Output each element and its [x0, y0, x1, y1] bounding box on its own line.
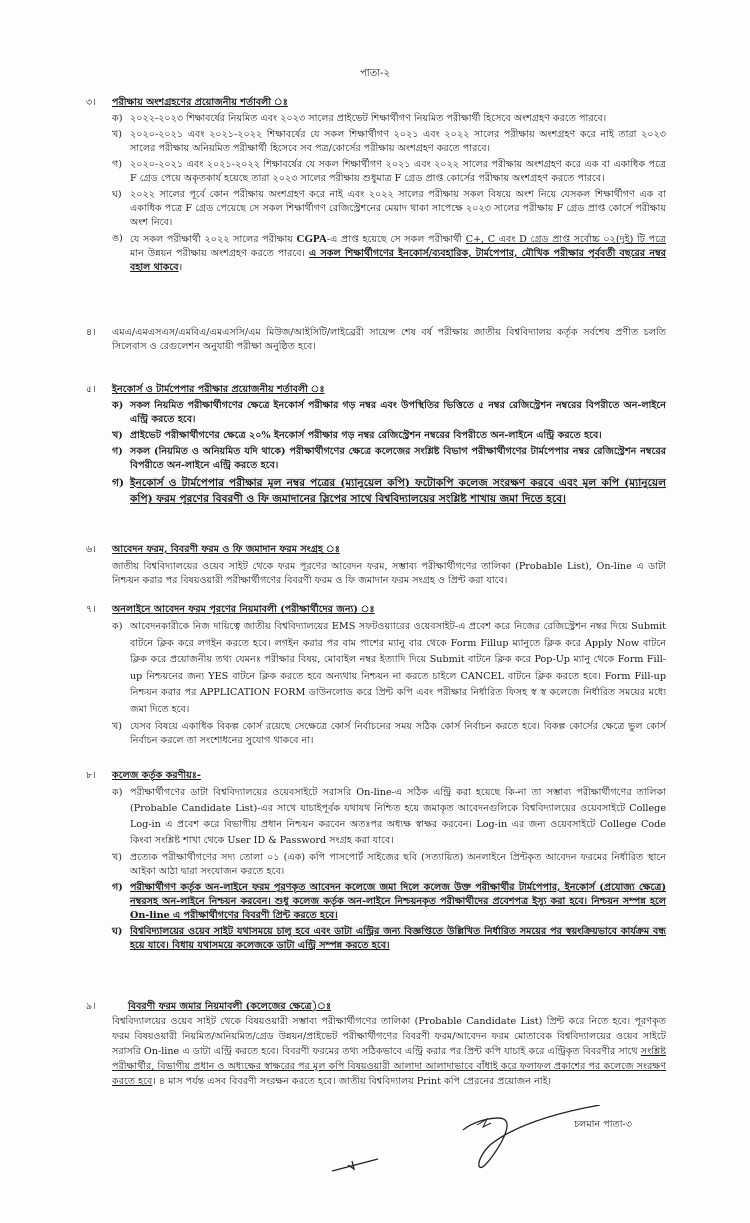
- section-body: এমএ/এমএসএস/এমবিএ/এমএসসি/এম মিউজ/আইসিটি/লাইব্রেরী সায়েন্স শেষ বর্ষ পরীক্ষায় জাতীয় বিশ্ববিদ্যালয় কর্তৃক সর্বশেষ প্রণীত চলতি সিলেবাস ও রেগুলেশন অনুযায়ী পরীক্ষা অনুষ্ঠিত হবে।: [112, 327, 666, 352]
- cgpa-text: CGPA: [296, 233, 327, 245]
- section-heading: পরীক্ষায় অংশগ্রহণের প্রয়োজনীয় শর্তাবলী ঃ: [112, 97, 288, 108]
- section-6: [86, 543, 666, 588]
- section-number: ৭।: [86, 604, 96, 615]
- section-heading: কলেজ কর্তৃক করণীয়ঃ-: [112, 770, 201, 781]
- section-number: ৯।: [86, 1001, 96, 1012]
- continued-page-label: চলমান পাতা-৩: [574, 1119, 632, 1130]
- list-item: [112, 925, 666, 953]
- section-heading: বিবরণী ফরম জমার নিয়মাবলী (কলেজের ক্ষেত্রে)ঃ: [128, 1001, 332, 1012]
- item-label: খ): [112, 721, 123, 732]
- section-8: [86, 769, 666, 953]
- section-heading: অনলাইনে আবেদন ফরম পূরণের নিয়মাবলী (পরীক্ষার্থীদের জন্য) ঃ: [112, 604, 375, 615]
- section-heading: আবেদন ফরম, বিবরণী ফরম ও ফি জমাদান ফরম সংগ্রহ ঃ: [112, 544, 340, 555]
- item-label: ঘ): [112, 926, 123, 937]
- item-label: খ): [112, 852, 123, 863]
- item-label: ঙ): [112, 233, 123, 244]
- item-text: সকল (নিয়মিত ও অনিয়মিত যদি থাকে) পরীক্ষার্থীগণের ক্ষেত্রে কলেজের সংশ্লিষ্ট বিভাগ পরীক্ষার্থীগণের টার্মপেপার নম্বর রেজিস্ট্রেশন নম্বরের বিপরীতে অন-লাইনে এন্ট্রি করতে হবে।: [130, 446, 666, 471]
- section-5: [86, 383, 666, 507]
- list-item: [112, 785, 666, 849]
- list-item: [112, 475, 666, 507]
- item-text: মান উন্নয়ন পরীক্ষায় অংশগ্রহণ করতে পারবে।: [130, 248, 309, 259]
- retained-marks-text: এ সকল শিক্ষার্থীগণের ইনকোর্স/ব্যবহারিক, টার্মপেপার, মৌখিক পরীক্ষার পূর্ববর্তী বছরের নম্বর বহাল থাকবে: [130, 248, 666, 273]
- list-item: [112, 619, 666, 718]
- item-label: খ): [112, 430, 123, 441]
- page-number: পাতা-২: [360, 68, 390, 79]
- item-label: ক): [112, 621, 123, 632]
- list-item: [112, 445, 666, 473]
- section-3: [86, 96, 666, 275]
- item-text: প্রত্যেক পরীক্ষার্থীগণের সদ্য তোলা ০১ (এক) কপি পাসপোর্ট সাইজের ছবি (সত্যায়িত) অনলাইনে প্রিন্টকৃত আবেদন ফরমের নির্ধারিত স্থানে আইকা আঠা দ্বারা সংযোজন করতে হবে।: [130, 852, 666, 877]
- list-item: [112, 188, 666, 230]
- item-label: ক): [112, 113, 123, 124]
- item-text: -এ প্রাপ্ত হয়েছে সে সকল পরীক্ষার্থী: [326, 234, 466, 245]
- section-7: [86, 603, 666, 748]
- item-text: ২০২০-২০২১ এবং ২০২১-২০২২ শিক্ষাবর্ষের যে সকল শিক্ষার্থীগণ ২০২১ এবং ২০২২ সালের পরীক্ষায় অংশগ্রহণ করে এক বা একাধিক পত্রে F গ্রেড পেয়ে অকৃতকার্য হয়েছে তারা ২০২৩ সালের পরীক্ষায় শুধুমাত্র F গ্রেড প্রাপ্ত কোর্সের পরীক্ষায় অংশগ্রহণ করতে পারবে।: [130, 159, 666, 184]
- item-text: ।: [178, 262, 183, 273]
- item-label: ক): [112, 787, 123, 798]
- section-9: [86, 1000, 666, 1089]
- item-label: গ): [112, 882, 123, 893]
- item-text: যেসব বিষয়ে একাধিক বিকল্প কোর্স রয়েছে সেক্ষেত্রে কোর্স নির্বাচনের সময় সঠিক কোর্স নির্বাচন করতে হবে। বিকল্প কোর্সের ক্ষেত্রে ভুল কোর্স নির্বাচন করলে তা সংশোধনের সুযোগ থাকবে না।: [130, 721, 666, 746]
- list-item: [112, 399, 666, 427]
- list-item: [112, 720, 666, 748]
- item-text: পরীক্ষার্থীগণ কর্তৃক অন-লাইনে ফরম পূরণকৃত আবেদন কলেজে জমা দিলে কলেজ উক্ত পরীক্ষার্থীর টার্মপেপার, ইনকোর্স (প্রযোজ্য ক্ষেত্রে) নম্বরসহ অন-লাইনে নিশ্চয়ন করবেন। শুধু কলেজ কর্তৃক অন-লাইনে নিশ্চয়নকৃত পরীক্ষার্থীদের প্রবেশপত্র ইস্যু করা হবে। নিশ্চয়ন সম্পন্ন হলে On-line এ পরীক্ষার্থীগণের বিবরণী প্রিন্ট করতে হবে।: [130, 882, 666, 921]
- body-underlined-text: সংশ্লিষ্ট পরীক্ষার্থীর, বিভাগীয় প্রধান ও অধ্যক্ষের স্বাক্ষরের পর মূল কপি বিষয়ওয়ারী আলাদা আলাদাভাবে বাঁধাই করে ফলাফল প্রকাশের পর কলেজে সংরক্ষণ করতে হবে: [112, 1046, 666, 1087]
- item-text: আবেদনকারীকে নিজ দায়িত্বে জাতীয় বিশ্ববিদ্যালয়ের EMS সফটওয়্যারের ওয়েবসাইট-এ প্রবেশ করে নিজের রেজিস্ট্রেশন নম্বর দিয়ে Submit বাটনে ক্লিক করে লগইন করতে হবে। লগইন করার পর বাম পাশের ম্যানু বার থেকে Form Fillup ম্যানুতে ক্লিক করে Apply Now বাটনে ক্লিক করে প্রয়োজনীয় তথ্য যেমনঃ পরীক্ষার বিষয়, মোবাইল নম্বর ইত্যাদি দিয়ে Submit বাটনে ক্লিক করে Pop-Up ম্যানু থেকে Form Fill-up নিশ্চয়নের জন্য YES বাটনে ক্লিক করতে হবে অন্যথায় নিশ্চয়ন না করতে চাইলে CANCEL বাটনে ক্লিক করতে হবে। Form Fill-up নিশ্চয়ন করার পর APPLICATION FORM ডাউনলোড করে প্রিন্ট কপি এবং পরীক্ষার নির্ধারিত ফিসহ স্ব স্ব কলেজে নির্ধারিত সময়ের মধ্যে জমা দিতে হবে।: [130, 621, 666, 715]
- item-label: গ): [112, 446, 123, 457]
- item-text: ২০২২-২০২৩ শিক্ষাবর্ষের নিয়মিত এবং ২০২৩ সালের প্রাইভেট শিক্ষার্থীগণ নিয়মিত পরীক্ষার্থী হিসেবে অংশগ্রহণ করতে পারবে।: [130, 113, 607, 124]
- section-number: ৮।: [86, 770, 96, 781]
- item-text: ২০২০-২০২১ এবং ২০২১-২০২২ শিক্ষাবর্ষের যে সকল শিক্ষার্থীগণ ২০২১ এবং ২০২২ সালের পরীক্ষায় অংশগ্রহণ করে নাই তারা ২০২৩ সালের পরীক্ষায় অনিয়মিত পরীক্ষার্থী হিসেবে সব পত্র/কোর্সের পরীক্ষায় অংশগ্রহণ করতে পারবে।: [130, 129, 666, 154]
- initials-icon: [330, 1155, 390, 1175]
- section-number: ৫।: [86, 384, 96, 395]
- list-item: [112, 112, 666, 126]
- list-item: [112, 429, 666, 443]
- item-label: ঘ): [112, 189, 122, 200]
- item-text: প্রাইভেট পরীক্ষার্থীগণের ক্ষেত্রে ২০% ইনকোর্স পরীক্ষার গড় নম্বর রেজিস্ট্রেশন নম্বরের বিপরীতে অন-লাইনে এন্ট্রি করতে হবে।: [130, 430, 602, 441]
- list-item: [112, 232, 666, 275]
- section-body: জাতীয় বিশ্ববিদ্যালয়ের ওয়েব সাইট থেকে ফরম পূরণের আবেদন ফরম, সম্ভাব্য পরীক্ষার্থীগণের তালিকা (Probable List), On-line এ ডাটা নিশ্চয়ন করার পর বিষয়ওয়ারী পরীক্ষার্থীগণের বিবরণী ফরম ও ফি জমাদান ফরম সংগ্রহ ও প্রিন্ট করা যাবে।: [112, 561, 666, 586]
- item-text: যে সকল পরীক্ষার্থী ২০২২ সালের পরীক্ষায়: [130, 234, 297, 245]
- list-item: [112, 128, 666, 156]
- item-text: পরীক্ষার্থীগণের ডাটা বিশ্ববিদ্যালয়ের ওয়েবসাইটে সরাসরি On-line-এ সঠিক এন্ট্রি করা হয়েছে কি-না তা সম্ভাব্য পরীক্ষার্থীগণের তালিকা (Probable Candidate List)-এর সাথে যাচাইপূর্বক যথাযথ নিশ্চিত হয়ে জমাকৃত আবেদনগুলিকে বিশ্ববিদ্যালয়ের ওয়েবসাইটে College Log-in এ প্রবেশ করে বিভাগীয় প্রধান নিশ্চয়ন করবেন অতঃপর অধ্যক্ষ স্বাক্ষর করবেন। Log-in এর জন্য ওয়েবসাইটে College Code কিংবা সংশ্লিষ্ট শাখা থেকে User ID & Password সংগ্রহ করা যাবে।: [130, 787, 666, 846]
- list-item: [112, 158, 666, 186]
- signature-icon: [455, 1105, 605, 1175]
- section-number: ৩।: [86, 97, 96, 108]
- section-heading: ইনকোর্স ও টার্মপেপার পরীক্ষার প্রয়োজনীয় শর্তাবলী ঃ: [112, 384, 325, 395]
- item-text: সকল নিয়মিত পরীক্ষার্থীগণের ক্ষেত্রে ইনকোর্স পরীক্ষার গড় নম্বর এবং উপস্থিতির ভিত্তিতে ৫ নম্বর রেজিস্ট্রেশন নম্বরের বিপরীতে অন-লাইনে এন্ট্রি করতে হবে।: [130, 400, 666, 425]
- item-label: খ): [112, 129, 123, 140]
- section-number: ৬।: [86, 544, 96, 555]
- section-4: [86, 326, 666, 354]
- body-text: । ৪ মাস পর্যন্ত এসব বিবরণী সংরক্ষন করতে হবে। জাতীয় বিশ্ববিদ্যালয় Print কপি প্রেরনের প্রয়োজন নাই।: [152, 1076, 552, 1087]
- section-body: [112, 1014, 666, 1089]
- item-label: গ): [112, 477, 124, 489]
- item-text: বিশ্ববিদ্যালয়ের ওয়েব সাইট যথাসময়ে চালু হবে এবং ডাটা এন্ট্রির জন্য বিজ্ঞপ্তিতে উল্লিখিত নির্ধারিত সময়ের পর স্বয়ংক্রিয়ভাবে কার্যক্রম বন্ধ হয়ে যাবে। বিধায় যথাসময়ে কলেজকে ডাটা এন্ট্রি সম্পন্ন করতে হবে।: [130, 926, 666, 951]
- item-label: গ): [112, 159, 123, 170]
- section-number: ৪।: [86, 327, 96, 338]
- list-item: [112, 851, 666, 879]
- list-item: [112, 881, 666, 923]
- body-text: বিশ্ববিদ্যালয়ের ওয়েব সাইট থেকে বিষয়ওয়ারী সম্ভাব্য পরীক্ষার্থীগণের তালিকা (Probable Candidate List) প্রিন্ট করে নিতে হবে। পূরণকৃত ফরম বিষয়ওয়ারী নিয়মিত/অনিয়মিত/গ্রেড উন্নয়ন/প্রাইভেট পরীক্ষার্থীগণের বিবরণী ফরম/আবেদন ফরম মোতাবেক বিশ্ববিদ্যালয়ের ওয়েব সাইটে সরাসরি On-line এ ডাটা এন্ট্রি করতে হবে। বিবরণী ফরমের তথ্য সঠিকভাবে এন্ট্রি করার পর প্রিন্ট কপি যাচাই করে এন্ট্রিকৃত বিবরণীর সাথে: [112, 1016, 666, 1057]
- item-label: ক): [112, 400, 124, 411]
- item-text: ২০২২ সালের পূর্বে কোন পরীক্ষায় অংশগ্রহণ করে নাই এবং ২০২২ সালের পরীক্ষায় সকল বিষয়ে অংশ নিয়ে যেসকল শিক্ষার্থীগণ এক বা একাধিক পত্রে F গ্রেড পেয়েছে সে সকল শিক্ষার্থীগণ রেজিস্ট্রেশনের মেয়াদ থাকা সাপেক্ষে ২০২৩ সালের পরীক্ষায় F গ্রেড প্রাপ্ত কোর্সে পরীক্ষায় অংশ নিবে।: [130, 189, 666, 228]
- item-text: ইনকোর্স ও টার্মপেপার পরীক্ষার মূল নম্বর পত্রের (ম্যানুয়েল কপি) ফটোকপি কলেজ সংরক্ষণ করবে এবং মূল কপি (ম্যানুয়েল কপি) ফরম পূরণের বিবরণী ও ফি জমাদানের স্লিপের সাথে বিশ্ববিদ্যালয়ের সংশ্লিষ্ট শাখায় জমা দিতে হবে।: [130, 477, 666, 505]
- grade-text: C+, C এবং D গ্রেড প্রাপ্ত সর্বোচ্চ ০২(দুই) টি পত্রে: [465, 234, 666, 245]
